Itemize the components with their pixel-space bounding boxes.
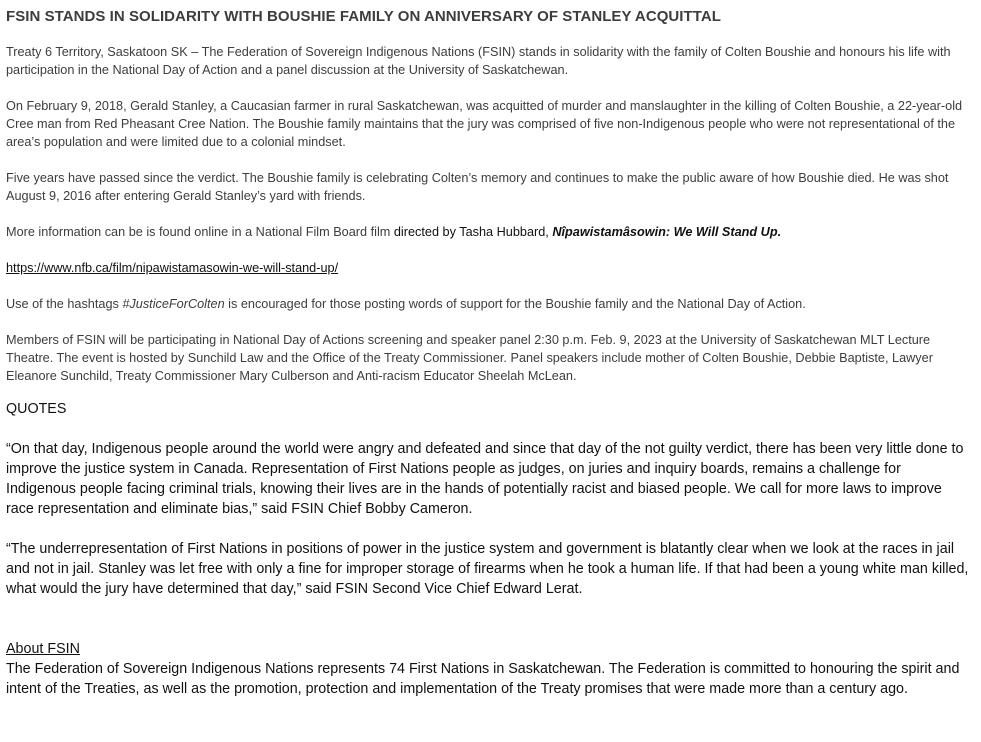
quote-vice-chief: “The underrepresentation of First Nations in positions of power in the justice system and government is blatantly clear when we look at the races in jail and not in jail. Stanley was let free with only a fine for improper storage of firearms when he took a human life. If that had been a young white man killed, what would the jury have determined that day,” said FSIN Second Vice Chief Edward Lerat. [6,541,969,597]
page-title: FSIN STANDS IN SOLIDARITY WITH BOUSHIE FAMILY ON ANNIVERSARY OF STANLEY ACQUITTAL [6,8,721,25]
hashtag: #JusticeForColten [122,297,225,311]
film-link[interactable]: https://www.nfb.ca/film/nipawistamasowin-we-will-stand-up/ [6,261,339,275]
quote-chief: “On that day, Indigenous people around the world were angry and defeated and since that day of the not guilty verdict, there has been very little done to improve the justice system in Canada. Representation of First Nations people as judges, on juries and inquiry boards, remains a challenge for Indigenous people facing criminal trials, knowing their lives are in the hands of potentially racist and biased people. We call for more laws to improve race representation and eliminate bias,” said FSIN Chief Bobby Cameron. [6,441,964,517]
film-prefix: More information can be is found online in a National Film Board film [6,225,394,239]
five-years-paragraph: Five years have passed since the verdict. The Boushie family is celebrating Colten’s memory and continues to make the public aware of how Boushie died. He was shot August 9, 2016 after entering Gerald Stanley’s yard with friends. [6,171,949,203]
hashtag-suffix: is encouraged for those posting words of support for the Boushie family and the National Day of Action. [224,297,806,311]
film-director: directed by Tasha Hubbard, [393,225,553,239]
about-body: The Federation of Sovereign Indigenous Nations represents 74 First Nations in Saskatchewan. The Federation is committed to honouring the spirit and intent of the Treaties, as well as the promotion, protection and implementation of the Treaty promises that were made more than a century ago. [6,661,960,697]
about-heading: About FSIN [6,641,80,657]
hashtag-prefix: Use of the hashtags [6,297,123,311]
dateline-paragraph: Treaty 6 Territory, Saskatoon SK – The Federation of Sovereign Indigenous Nations (FSIN) stands in solidarity with the family of Colten Boushie and honours his life with participation in the National Day of Action and a panel discussion at the University of Saskatchewan. [6,45,951,77]
verdict-paragraph: On February 9, 2018, Gerald Stanley, a Caucasian farmer in rural Saskatchewan, was acquitted of murder and manslaughter in the killing of Colten Boushie, a 22-year-old Cree man from Red Pheasant Cree Nation. The Boushie family maintains that the jury was comprised of five non-Indigenous people who were not representational of the area’s population and were limited due to a colonial mindset. [6,99,963,149]
film-link-paragraph [6,259,972,277]
press-release [6,0,972,699]
film-title: Nîpawistamâsowin: We Will Stand Up. [552,225,782,239]
quotes-heading: QUOTES [6,401,67,417]
film-paragraph [6,223,972,241]
event-paragraph: Members of FSIN will be participating in National Day of Actions screening and speaker panel 2:30 p.m. Feb. 9, 2023 at the University of Saskatchewan MLT Lecture Theatre. The event is hosted by Sunchild Law and the Office of the Treaty Commissioner. Panel speakers include mother of Colten Boushie, Debbie Baptiste, Lawyer Eleanore Sunchild, Treaty Commissioner Mary Culberson and Anti-racism Educator Sheelah McLean. [6,333,933,383]
hashtag-paragraph [6,295,972,313]
